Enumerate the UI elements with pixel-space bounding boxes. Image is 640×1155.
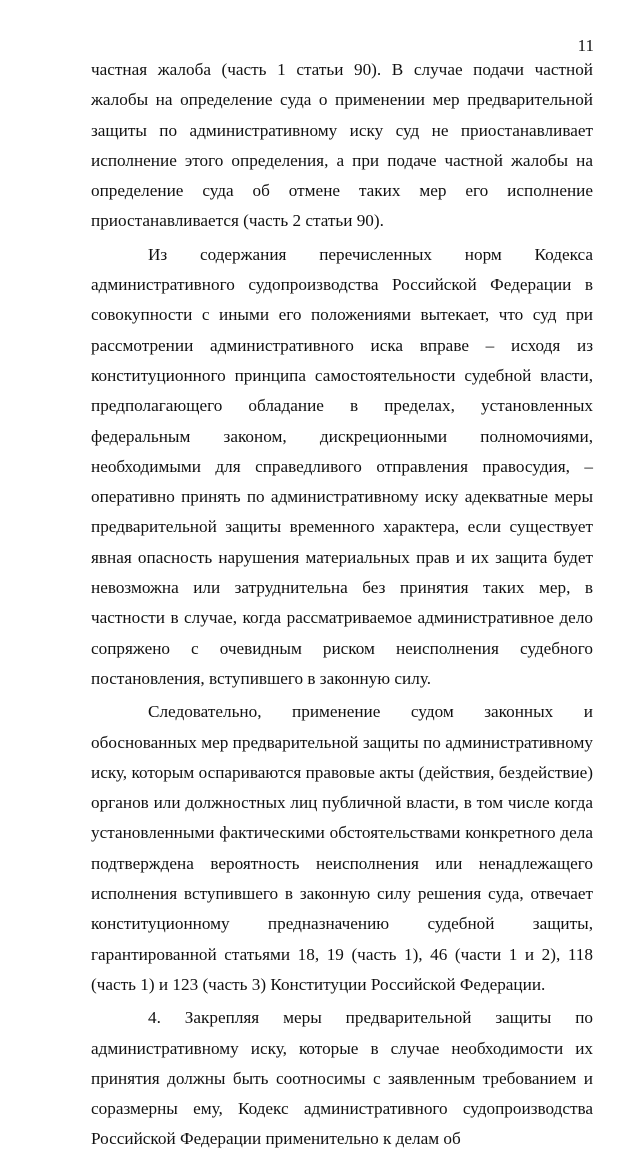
page-number: 11 — [577, 36, 594, 55]
document-body — [91, 55, 593, 1155]
paragraph-continuation: частная жалоба (часть 1 статьи 90). В случае подачи частной жалобы на определение суда о применении мер предварительной защиты по административному иску суд не приостанавливает исполнение этого определения, а при подаче частной жалобы на определение суда об отмене таких мер его исполнение приостанавливается (часть 2 статьи 90). — [91, 60, 593, 231]
paragraph-consequently: Следовательно, применение судом законных и обоснованных мер предварительной защиты по административному иску, которым оспариваются правовые акты (действия, бездействие) органов или должностных лиц публичной власти, в том числе когда установленными фактическими обстоятельствами конкретного дела подтверждена вероятность неисполнения или ненадлежащего исполнения вступившего в законную силу решения суда, отвечает конституционному предназначению судебной защиты, гарантированной статьями 18, 19 (часть 1), 46 (части 1 и 2), 118 (часть 1) и 123 (часть 3) Конституции Российской Федерации. — [91, 702, 593, 994]
paragraph-point-4: 4. Закрепляя меры предварительной защиты по административному иску, которые в случае необходимости их принятия должны быть соотносимы с заявленным требованием и соразмерны ему, Кодекс административного судопроизводства Российской Федерации применительно к делам об — [91, 1008, 593, 1149]
paragraph-code-analysis: Из содержания перечисленных норм Кодекса административного судопроизводства Российской Федерации в совокупности с иными его положениями вытекает, что суд при рассмотрении административного иска вправе – исходя из конституционного принципа самостоятельности судебной власти, предполагающего обладание в пределах, установленных федеральным законом, дискреционными полномочиями, необходимыми для справедливого отправления правосудия, – оперативно принять по административному иску адекватные меры предварительной защиты временного характера, если существует явная опасность нарушения материальных прав и их защита будет невозможна или затруднительна без принятия таких мер, в частности в случае, когда рассматриваемое административное дело сопряжено с очевидным риском неисполнения судебного постановления, вступившего в законную силу. — [91, 244, 593, 688]
